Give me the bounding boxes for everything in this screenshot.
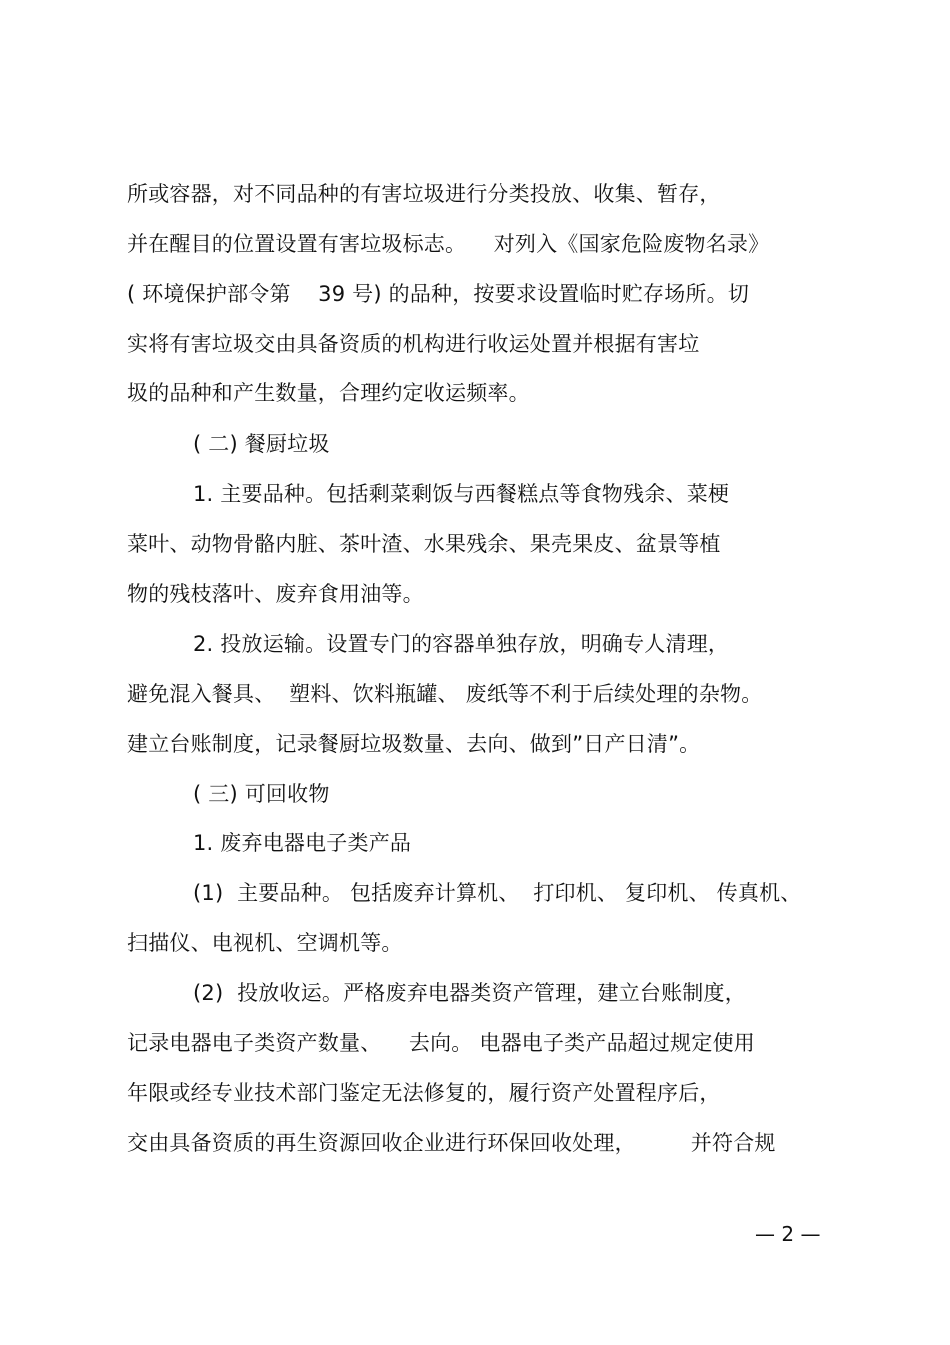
text-line: 1. 主要品种。包括剩菜剩饭与西餐糕点等食物残余、菜梗	[193, 482, 730, 506]
section-heading: ( 三) 可回收物	[193, 782, 330, 806]
text-line: ( 环境保护部令第 39 号) 的品种，按要求设置临时贮存场所。切	[127, 282, 750, 306]
text-line: 避免混入餐具、 塑料、饮料瓶罐、 废纸等不利于后续处理的杂物。	[127, 682, 763, 706]
text-line: 扫描仪、电视机、空调机等。	[127, 931, 403, 955]
text-line: 2. 投放运输。设置专门的容器单独存放，明确专人清理，	[193, 632, 730, 656]
section-heading: ( 二) 餐厨垃圾	[193, 432, 330, 456]
text-line: (2) 投放收运。严格废弃电器类资产管理，建立台账制度，	[193, 981, 746, 1005]
text-line: 并在醒目的位置设置有害垃圾标志。 对列入《国家危险废物名录》	[127, 232, 770, 256]
text-line: 年限或经专业技术部门鉴定无法修复的，履行资产处置程序后，	[127, 1081, 721, 1105]
text-line: 记录电器电子类资产数量、 去向。 电器电子类产品超过规定使用	[127, 1031, 755, 1055]
text-line: 物的残枝落叶、废弃食用油等。	[127, 582, 424, 606]
text-line: 圾的品种和产生数量，合理约定收运频率。	[127, 381, 530, 405]
subsection-heading: 1. 废弃电器电子类产品	[193, 831, 412, 855]
text-line: (1) 主要品种。 包括废弃计算机、 打印机、 复印机、 传真机、	[193, 881, 802, 905]
text-line: 所或容器，对不同品种的有害垃圾进行分类投放、收集、暂存，	[127, 182, 721, 206]
text-line: 实将有害垃圾交由具备资质的机构进行收运处置并根据有害垃	[127, 332, 700, 356]
text-line: 菜叶、动物骨骼内脏、茶叶渣、水果残余、果壳果皮、盆景等植	[127, 532, 721, 556]
page-number: — 2 —	[755, 1222, 821, 1246]
text-line: 建立台账制度，记录餐厨垃圾数量、去向、做到”日产日清”。	[127, 732, 701, 756]
text-line: 交由具备资质的再生资源回收企业进行环保回收处理， 并符合规	[127, 1131, 776, 1155]
